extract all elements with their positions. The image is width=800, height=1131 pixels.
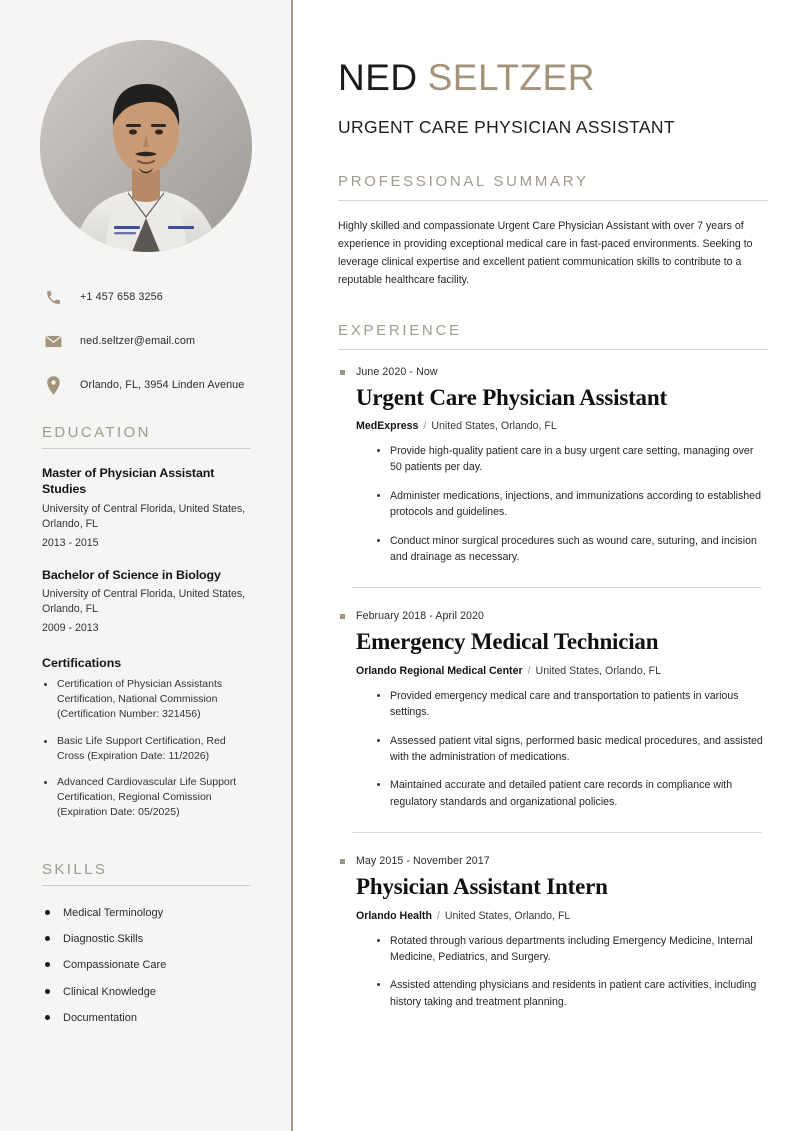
professional-summary-heading: PROFESSIONAL SUMMARY [338,173,768,201]
job-role: URGENT CARE PHYSICIAN ASSISTANT [338,116,675,137]
education-years: 2009 - 2013 [42,622,99,635]
list-item: Certification of Physician Assistants Certification, National Commission (Certification Number: 321456) [42,677,251,723]
experience-company-line [356,910,768,924]
list-item: Compassionate Care [42,958,251,972]
contact-email[interactable] [42,330,251,352]
list-item: Medical Terminology [42,906,251,920]
experience-date: May 2015 - November 2017 [338,855,768,867]
main-content [293,0,800,1131]
profile-photo-illustration [40,40,252,252]
separator: / [527,664,531,677]
experience-title: Urgent Care Physician Assistant [356,384,667,410]
list-item: Rotated through various departments including Emergency Medicine, Internal Medicine, Pediatrics, and Surgery. [376,933,768,966]
phone-icon [42,286,64,308]
experience-date: February 2018 - April 2020 [338,610,768,622]
list-item: Assisted attending physicians and residents in patient care activities, including history taking and treatment planning. [376,977,768,1010]
contact-phone-value: +1 457 658 3256 [80,290,163,303]
experience-company-line [356,420,768,434]
email-icon [42,330,64,352]
list-item: Basic Life Support Certification, Red Cross (Expiration Date: 11/2026) [42,734,251,764]
skills-list [42,906,251,1025]
experience-heading: EXPERIENCE [338,322,768,350]
location-icon [42,374,64,396]
skills-heading: SKILLS [42,855,251,886]
education-item [42,465,251,551]
list-item: Administer medications, injections, and immunizations according to established protocols and guidelines. [376,488,768,521]
list-item: Clinical Knowledge [42,985,251,999]
experience-company: MedExpress [356,420,419,433]
list-item: Provided emergency medical care and transportation to patients in various settings. [376,688,768,721]
first-name: NED [338,57,418,98]
certifications-block [42,656,251,821]
divider [352,587,762,588]
last-name: SELTZER [427,57,595,98]
sidebar [0,0,293,1131]
experience-bullets [376,933,768,1011]
experience-company: Orlando Health [356,909,432,922]
education-degree: Bachelor of Science in Biology [42,567,221,582]
contact-address-value: Orlando, FL, 3954 Linden Avenue [80,378,245,391]
experience-date: June 2020 - Now [338,366,768,378]
education-school: University of Central Florida, United States, Orlando, FL [42,502,246,530]
experience-location: United States, Orlando, FL [444,909,571,922]
list-item: Advanced Cardiovascular Life Support Certification, Regional Comission (Expiration Date: 05/2025) [42,775,251,821]
page-title [338,58,768,99]
experience-bullets [376,688,768,810]
experience-item [338,366,768,611]
skills-block [42,855,251,1025]
education-heading: EDUCATION [42,418,251,449]
experience-item [338,855,768,1012]
list-item: Diagnostic Skills [42,932,251,946]
sidebar-content [0,286,291,1025]
experience-location: United States, Orlando, FL [431,420,557,433]
education-years: 2013 - 2015 [42,536,99,549]
contact-address[interactable] [42,374,251,396]
experience-company-line [356,665,768,679]
experience-title: Physician Assistant Intern [356,874,608,900]
experience-item [338,610,768,855]
list-item: Documentation [42,1011,251,1025]
separator: / [436,909,440,922]
list-item: Maintained accurate and detailed patient care records in compliance with regulatory standards and organizational policies. [376,777,768,810]
experience-section [338,366,768,1013]
profile-photo-container [0,40,291,252]
profile-photo [40,40,252,252]
experience-bullets [376,443,768,565]
certifications-list [42,677,251,821]
experience-location: United States, Orlando, FL [535,664,661,677]
experience-title: Emergency Medical Technician [356,629,659,655]
education-degree: Master of Physician Assistant Studies [42,466,215,497]
list-item: Conduct minor surgical procedures such as wound care, suturing, and incision and drainage as necessary. [376,533,768,566]
list-item: Provide high-quality patient care in a busy urgent care setting, managing over 50 patients per day. [376,443,768,476]
contact-email-value: ned.seltzer@email.com [80,334,196,347]
experience-company: Orlando Regional Medical Center [356,664,523,677]
education-item [42,567,251,636]
separator: / [423,420,427,433]
certifications-title: Certifications [42,655,122,670]
professional-summary-text: Highly skilled and compassionate Urgent Care Physician Assistant with over 7 years of experience in providing exceptional medical care in fast-paced environments. Seeking to leverage clinical expertise and excellent patient communication skills to contribute to a reputable healthcare facility. [338,219,753,287]
list-item: Assessed patient vital signs, performed basic medical procedures, and assisted with the administration of medications. [376,733,768,766]
contact-phone[interactable] [42,286,251,308]
education-school: University of Central Florida, United States, Orlando, FL [42,588,246,616]
divider [352,832,762,833]
